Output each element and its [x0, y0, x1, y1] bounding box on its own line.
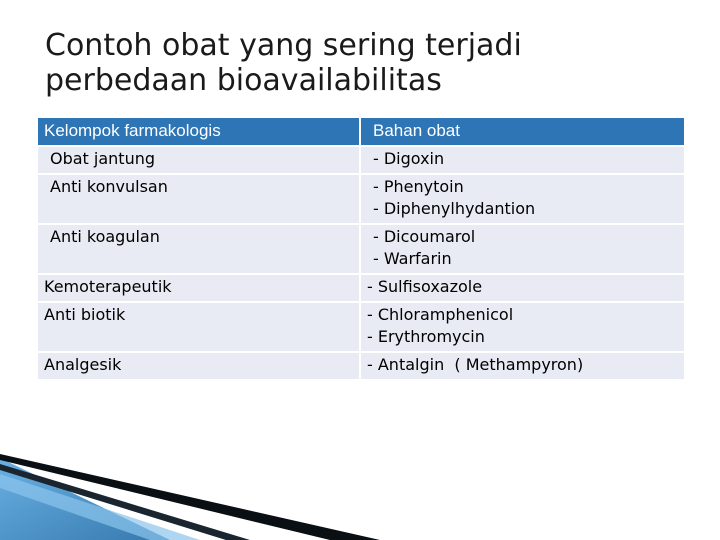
drug-line: - Digoxin	[373, 149, 445, 168]
group-cell: Kemoterapeutik	[37, 274, 360, 302]
table-row	[37, 174, 685, 224]
slide-title	[45, 28, 685, 98]
drug-line: - Chloramphenicol	[367, 305, 514, 324]
header-drug: Bahan obat	[360, 117, 685, 146]
slide-title-line-2: perbedaan bioavailabilitas	[45, 63, 442, 98]
table-row	[37, 224, 685, 274]
drug-line: - Sulfisoxazole	[367, 277, 483, 296]
group-cell: Anti konvulsan	[37, 174, 360, 224]
slide-title-line-1: Contoh obat yang sering terjadi	[45, 28, 522, 63]
drug-cell	[360, 174, 685, 224]
table-row	[37, 146, 685, 174]
drug-cell	[360, 224, 685, 274]
drug-line: - Dicoumarol	[373, 227, 476, 246]
group-cell: Anti koagulan	[37, 224, 360, 274]
table-header-row	[37, 117, 685, 146]
drug-table	[36, 116, 686, 381]
table-row	[37, 302, 685, 352]
drug-line: - Erythromycin	[367, 327, 485, 346]
decorative-corner-swoosh	[0, 448, 380, 540]
header-pharmacologic-group: Kelompok farmakologis	[37, 117, 360, 146]
drug-cell	[360, 274, 685, 302]
drug-line: - Diphenylhydantion	[373, 199, 536, 218]
drug-line: - Warfarin	[373, 249, 452, 268]
group-cell: Analgesik	[37, 352, 360, 380]
group-cell: Obat jantung	[37, 146, 360, 174]
drug-cell	[360, 302, 685, 352]
drug-cell	[360, 146, 685, 174]
drug-line: - Phenytoin	[373, 177, 464, 196]
drug-line: - Antalgin ( Methampyron)	[367, 355, 584, 374]
drug-cell	[360, 352, 685, 380]
table-row	[37, 274, 685, 302]
table-row	[37, 352, 685, 380]
group-cell: Anti biotik	[37, 302, 360, 352]
